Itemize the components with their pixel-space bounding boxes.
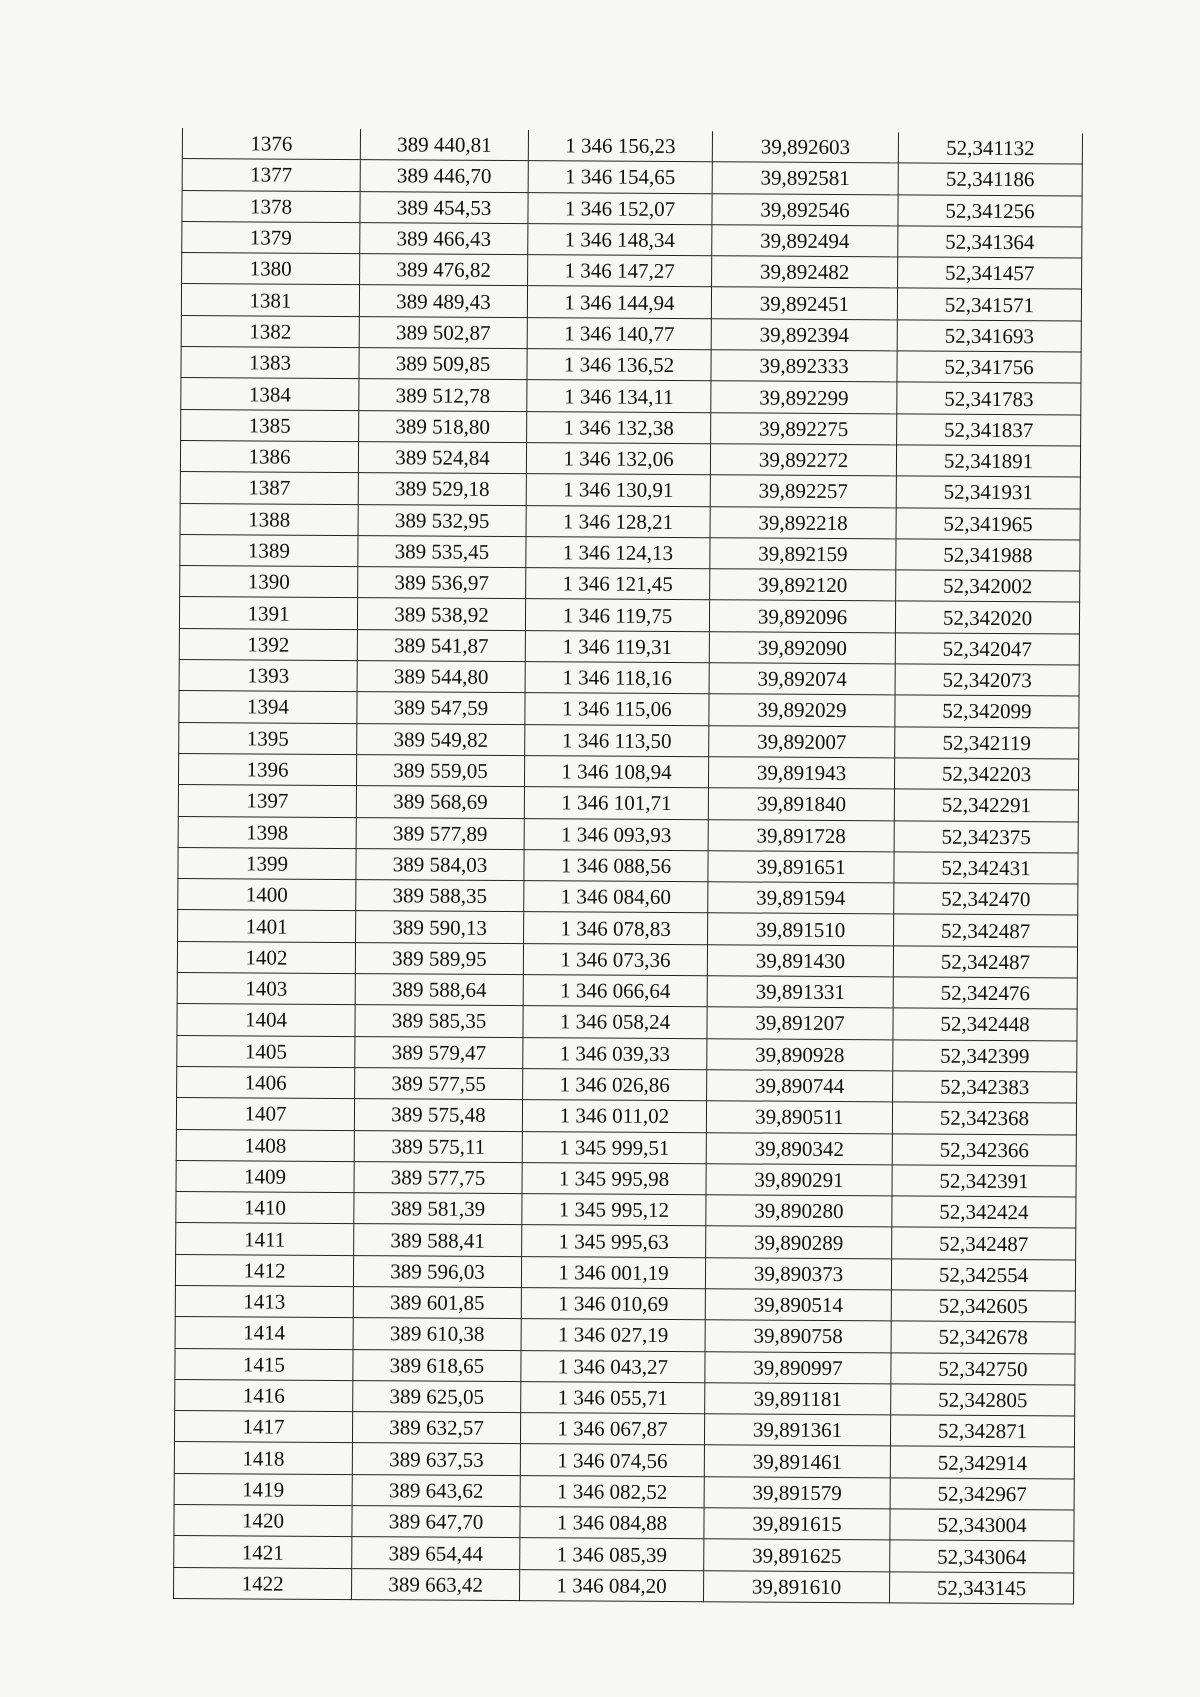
y-coordinate-cell: 1 346 132,38 [527,411,711,443]
point-number-cell: 1411 [176,1223,354,1255]
point-number-cell: 1397 [178,785,356,817]
latitude-cell: 52,343064 [890,1540,1074,1572]
point-number-cell: 1384 [181,378,359,410]
point-number-cell: 1415 [175,1348,353,1380]
point-number-cell: 1389 [180,534,358,566]
point-number-cell: 1414 [175,1317,353,1349]
point-number-cell: 1385 [181,409,359,441]
latitude-cell: 52,341693 [897,320,1081,352]
x-coordinate-cell: 389 446,70 [360,160,528,192]
point-number-cell: 1416 [175,1379,353,1411]
y-coordinate-cell: 1 346 148,34 [528,224,712,256]
point-number-cell: 1398 [178,816,356,848]
longitude-cell: 39,892546 [712,193,898,225]
longitude-cell: 39,892581 [712,162,898,194]
latitude-cell: 52,342119 [895,727,1079,759]
point-number-cell: 1383 [181,347,359,379]
x-coordinate-cell: 389 588,41 [354,1224,522,1256]
longitude-cell: 39,891651 [708,851,894,883]
y-coordinate-cell: 1 346 093,93 [524,818,708,850]
x-coordinate-cell: 389 518,80 [359,410,527,442]
longitude-cell: 39,890928 [707,1038,893,1070]
y-coordinate-cell: 1 346 140,77 [527,317,711,349]
longitude-cell: 39,892090 [709,631,895,663]
point-number-cell: 1392 [179,628,357,660]
latitude-cell: 52,341783 [897,382,1081,414]
y-coordinate-cell: 1 346 084,88 [520,1507,704,1539]
point-number-cell: 1400 [178,879,356,911]
latitude-cell: 52,341364 [898,226,1082,258]
point-number-cell: 1393 [179,660,357,692]
y-coordinate-cell: 1 346 124,13 [526,536,710,568]
latitude-cell: 52,341756 [897,351,1081,383]
x-coordinate-cell: 389 568,69 [356,786,524,818]
latitude-cell: 52,342099 [895,695,1079,727]
x-coordinate-cell: 389 601,85 [353,1287,521,1319]
x-coordinate-cell: 389 535,45 [358,535,526,567]
y-coordinate-cell: 1 346 128,21 [526,505,710,537]
y-coordinate-cell: 1 346 113,50 [525,724,709,756]
x-coordinate-cell: 389 559,05 [356,755,524,787]
x-coordinate-cell: 389 575,11 [354,1130,522,1162]
y-coordinate-cell: 1 346 152,07 [528,192,712,224]
y-coordinate-cell: 1 346 085,39 [520,1538,704,1570]
latitude-cell: 52,342391 [892,1165,1076,1197]
y-coordinate-cell: 1 346 119,75 [525,599,709,631]
x-coordinate-cell: 389 596,03 [353,1255,521,1287]
point-number-cell: 1390 [180,566,358,598]
x-coordinate-cell: 389 618,65 [353,1349,521,1381]
latitude-cell: 52,342424 [892,1196,1076,1228]
latitude-cell: 52,342487 [892,1227,1076,1259]
latitude-cell: 52,341571 [897,288,1081,320]
x-coordinate-cell: 389 541,87 [357,629,525,661]
y-coordinate-cell: 1 346 118,16 [525,662,709,694]
y-coordinate-cell: 1 346 108,94 [524,756,708,788]
y-coordinate-cell: 1 346 156,23 [528,130,712,162]
longitude-cell: 39,892603 [712,131,898,163]
y-coordinate-cell: 1 346 043,27 [521,1350,705,1382]
y-coordinate-cell: 1 346 084,20 [520,1569,704,1601]
point-number-cell: 1399 [178,847,356,879]
longitude-cell: 39,891728 [708,819,894,851]
point-number-cell: 1380 [182,253,360,285]
x-coordinate-cell: 389 440,81 [360,129,528,161]
longitude-cell: 39,892482 [712,256,898,288]
point-number-cell: 1396 [178,753,356,785]
point-number-cell: 1403 [177,973,355,1005]
x-coordinate-cell: 389 532,95 [358,504,526,536]
point-number-cell: 1418 [174,1442,352,1474]
y-coordinate-cell: 1 346 082,52 [520,1475,704,1507]
y-coordinate-cell: 1 346 027,19 [521,1319,705,1351]
x-coordinate-cell: 389 577,75 [354,1161,522,1193]
x-coordinate-cell: 389 538,92 [357,598,525,630]
y-coordinate-cell: 1 346 084,60 [524,881,708,913]
latitude-cell: 52,342375 [894,820,1078,852]
x-coordinate-cell: 389 588,64 [355,974,523,1006]
y-coordinate-cell: 1 346 154,65 [528,161,712,193]
latitude-cell: 52,342368 [892,1102,1076,1134]
x-coordinate-cell: 389 585,35 [355,1005,523,1037]
x-coordinate-cell: 389 577,55 [355,1067,523,1099]
latitude-cell: 52,342487 [893,946,1077,978]
x-coordinate-cell: 389 512,78 [359,379,527,411]
table-row [174,1567,1074,1604]
longitude-cell: 39,892120 [710,569,896,601]
point-number-cell: 1420 [174,1505,352,1537]
longitude-cell: 39,890997 [705,1351,891,1383]
longitude-cell: 39,890511 [706,1101,892,1133]
longitude-cell: 39,891510 [708,913,894,945]
point-number-cell: 1387 [180,472,358,504]
longitude-cell: 39,892257 [710,475,896,507]
latitude-cell: 52,341891 [896,445,1080,477]
longitude-cell: 39,890342 [706,1132,892,1164]
point-number-cell: 1381 [181,284,359,316]
x-coordinate-cell: 389 588,35 [356,880,524,912]
x-coordinate-cell: 389 502,87 [359,316,527,348]
longitude-cell: 39,891625 [704,1539,890,1571]
latitude-cell: 52,342383 [893,1071,1077,1103]
point-number-cell: 1376 [182,128,360,160]
point-number-cell: 1412 [175,1254,353,1286]
longitude-cell: 39,890744 [707,1070,893,1102]
latitude-cell: 52,342678 [891,1321,1075,1353]
x-coordinate-cell: 389 647,70 [352,1506,520,1538]
point-number-cell: 1378 [182,190,360,222]
longitude-cell: 39,891943 [708,757,894,789]
point-number-cell: 1404 [177,1004,355,1036]
x-coordinate-cell: 389 632,57 [352,1412,520,1444]
longitude-cell: 39,892218 [710,506,896,538]
x-coordinate-cell: 389 610,38 [353,1318,521,1350]
y-coordinate-cell: 1 346 130,91 [526,474,710,506]
y-coordinate-cell: 1 346 147,27 [528,255,712,287]
x-coordinate-cell: 389 544,80 [357,661,525,693]
longitude-cell: 39,891430 [707,944,893,976]
longitude-cell: 39,892272 [710,444,896,476]
point-number-cell: 1377 [182,159,360,191]
longitude-cell: 39,890280 [706,1195,892,1227]
longitude-cell: 39,890373 [705,1257,891,1289]
point-number-cell: 1410 [176,1192,354,1224]
latitude-cell: 52,342487 [894,914,1078,946]
latitude-cell: 52,341965 [896,507,1080,539]
latitude-cell: 52,342448 [893,1008,1077,1040]
x-coordinate-cell: 389 643,62 [352,1474,520,1506]
y-coordinate-cell: 1 346 010,69 [521,1288,705,1320]
latitude-cell: 52,342203 [894,758,1078,790]
point-number-cell: 1406 [177,1066,355,1098]
latitude-cell: 52,343004 [890,1509,1074,1541]
longitude-cell: 39,890514 [705,1289,891,1321]
longitude-cell: 39,891331 [707,976,893,1008]
y-coordinate-cell: 1 345 995,12 [522,1194,706,1226]
longitude-cell: 39,892275 [711,412,897,444]
y-coordinate-cell: 1 346 136,52 [527,349,711,381]
y-coordinate-cell: 1 346 134,11 [527,380,711,412]
x-coordinate-cell: 389 489,43 [359,285,527,317]
point-number-cell: 1407 [176,1098,354,1130]
longitude-cell: 39,891840 [708,788,894,820]
point-number-cell: 1395 [179,722,357,754]
latitude-cell: 52,342020 [895,601,1079,633]
y-coordinate-cell: 1 346 039,33 [523,1037,707,1069]
y-coordinate-cell: 1 346 066,64 [523,975,707,1007]
coordinates-table [173,128,1083,1604]
longitude-cell: 39,891594 [708,882,894,914]
x-coordinate-cell: 389 581,39 [354,1193,522,1225]
point-number-cell: 1405 [177,1035,355,1067]
latitude-cell: 52,341457 [898,257,1082,289]
longitude-cell: 39,892074 [709,663,895,695]
latitude-cell: 52,342871 [890,1415,1074,1447]
latitude-cell: 52,342002 [896,570,1080,602]
latitude-cell: 52,342431 [894,852,1078,884]
latitude-cell: 52,341256 [898,194,1082,226]
point-number-cell: 1422 [174,1567,352,1599]
point-number-cell: 1382 [181,315,359,347]
x-coordinate-cell: 389 454,53 [360,191,528,223]
y-coordinate-cell: 1 346 088,56 [524,849,708,881]
latitude-cell: 52,342047 [895,633,1079,665]
y-coordinate-cell: 1 346 119,31 [525,630,709,662]
x-coordinate-cell: 389 549,82 [357,723,525,755]
point-number-cell: 1417 [174,1411,352,1443]
longitude-cell: 39,892096 [709,600,895,632]
x-coordinate-cell: 389 663,42 [352,1568,520,1600]
y-coordinate-cell: 1 345 995,98 [522,1162,706,1194]
latitude-cell: 52,342605 [891,1290,1075,1322]
y-coordinate-cell: 1 346 132,06 [526,443,710,475]
longitude-cell: 39,892007 [709,725,895,757]
y-coordinate-cell: 1 346 101,71 [524,787,708,819]
x-coordinate-cell: 389 589,95 [355,942,523,974]
y-coordinate-cell: 1 346 074,56 [520,1444,704,1476]
latitude-cell: 52,342805 [891,1384,1075,1416]
latitude-cell: 52,341931 [896,476,1080,508]
point-number-cell: 1408 [176,1129,354,1161]
longitude-cell: 39,891181 [705,1383,891,1415]
x-coordinate-cell: 389 584,03 [356,848,524,880]
x-coordinate-cell: 389 536,97 [358,567,526,599]
x-coordinate-cell: 389 579,47 [355,1036,523,1068]
latitude-cell: 52,342967 [890,1478,1074,1510]
latitude-cell: 52,342554 [891,1259,1075,1291]
longitude-cell: 39,892299 [711,381,897,413]
latitude-cell: 52,341132 [898,132,1082,164]
x-coordinate-cell: 389 637,53 [352,1443,520,1475]
latitude-cell: 52,342399 [893,1039,1077,1071]
longitude-cell: 39,891361 [704,1414,890,1446]
latitude-cell: 52,342750 [891,1352,1075,1384]
latitude-cell: 52,341837 [897,414,1081,446]
latitude-cell: 52,342366 [892,1133,1076,1165]
longitude-cell: 39,892451 [711,287,897,319]
x-coordinate-cell: 389 476,82 [360,254,528,286]
longitude-cell: 39,891610 [704,1570,890,1602]
longitude-cell: 39,891207 [707,1007,893,1039]
latitude-cell: 52,341988 [896,539,1080,571]
x-coordinate-cell: 389 466,43 [360,222,528,254]
point-number-cell: 1413 [175,1285,353,1317]
longitude-cell: 39,890289 [706,1226,892,1258]
point-number-cell: 1401 [178,910,356,942]
y-coordinate-cell: 1 346 144,94 [527,286,711,318]
y-coordinate-cell: 1 346 121,45 [526,568,710,600]
longitude-cell: 39,891461 [704,1445,890,1477]
latitude-cell: 52,342914 [890,1446,1074,1478]
longitude-cell: 39,892159 [710,538,896,570]
point-number-cell: 1419 [174,1473,352,1505]
y-coordinate-cell: 1 346 001,19 [521,1256,705,1288]
y-coordinate-cell: 1 346 115,06 [525,693,709,725]
y-coordinate-cell: 1 346 078,83 [524,912,708,944]
x-coordinate-cell: 389 654,44 [352,1537,520,1569]
latitude-cell: 52,341186 [898,163,1082,195]
point-number-cell: 1421 [174,1536,352,1568]
point-number-cell: 1379 [182,221,360,253]
y-coordinate-cell: 1 346 067,87 [520,1413,704,1445]
longitude-cell: 39,892494 [712,225,898,257]
x-coordinate-cell: 389 524,84 [358,442,526,474]
longitude-cell: 39,892333 [711,350,897,382]
latitude-cell: 52,342291 [894,789,1078,821]
latitude-cell: 52,343145 [890,1572,1074,1604]
y-coordinate-cell: 1 345 999,51 [522,1131,706,1163]
point-number-cell: 1388 [180,503,358,535]
x-coordinate-cell: 389 575,48 [354,1099,522,1131]
x-coordinate-cell: 389 529,18 [358,473,526,505]
latitude-cell: 52,342476 [893,977,1077,1009]
point-number-cell: 1386 [180,440,358,472]
x-coordinate-cell: 389 547,59 [357,692,525,724]
longitude-cell: 39,890291 [706,1164,892,1196]
y-coordinate-cell: 1 346 026,86 [523,1069,707,1101]
point-number-cell: 1402 [177,941,355,973]
latitude-cell: 52,342470 [894,883,1078,915]
longitude-cell: 39,891579 [704,1476,890,1508]
longitude-cell: 39,890758 [705,1320,891,1352]
x-coordinate-cell: 389 509,85 [359,348,527,380]
longitude-cell: 39,892394 [711,319,897,351]
x-coordinate-cell: 389 577,89 [356,817,524,849]
latitude-cell: 52,342073 [895,664,1079,696]
point-number-cell: 1391 [179,597,357,629]
x-coordinate-cell: 389 625,05 [353,1380,521,1412]
x-coordinate-cell: 389 590,13 [356,911,524,943]
y-coordinate-cell: 1 346 011,02 [522,1100,706,1132]
y-coordinate-cell: 1 346 055,71 [521,1381,705,1413]
y-coordinate-cell: 1 346 073,36 [523,943,707,975]
longitude-cell: 39,891615 [704,1508,890,1540]
point-number-cell: 1409 [176,1160,354,1192]
point-number-cell: 1394 [179,691,357,723]
y-coordinate-cell: 1 345 995,63 [522,1225,706,1257]
y-coordinate-cell: 1 346 058,24 [523,1006,707,1038]
longitude-cell: 39,892029 [709,694,895,726]
coordinates-table-body [174,128,1083,1604]
